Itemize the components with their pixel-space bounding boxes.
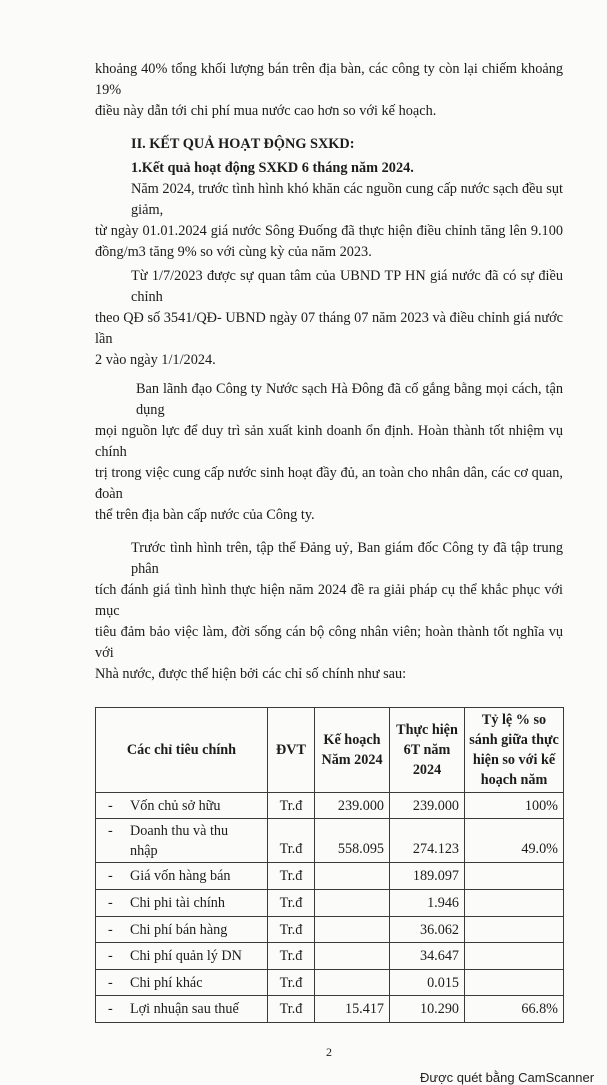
- actual-cell: 1.946: [390, 890, 465, 917]
- unit-cell: Tr.đ: [268, 819, 315, 863]
- text-line: theo QĐ số 3541/QĐ- UBND ngày 07 tháng 07 năm 2023 và điều chỉnh giá nước lần: [95, 310, 563, 347]
- indicator-name-line: Doanh thu và thu: [130, 822, 229, 839]
- indicator-cell: [96, 793, 268, 819]
- text-line: đồng/m3 tăng 9% so với cùng kỳ của năm 2023.: [95, 244, 372, 260]
- table-row: [96, 943, 564, 970]
- text-line: từ ngày 01.01.2024 giá nước Sông Đuống đã thực hiện điều chỉnh tăng lên 9.100: [95, 223, 563, 239]
- indicator-name: Lợi nhuận sau thuế: [130, 1001, 239, 1017]
- text-line: Ban lãnh đạo Công ty Nước sạch Hà Đông đã cố gắng bằng mọi cách, tận dụng: [136, 381, 563, 418]
- text-line: điều này dẫn tới chi phí mua nước cao hơn so với kế hoạch.: [95, 103, 437, 119]
- unit-cell: Tr.đ: [268, 943, 315, 970]
- bullet-dash: -: [108, 1001, 113, 1017]
- plan-cell: [315, 917, 390, 943]
- header-actual-line: 6T năm: [403, 742, 451, 758]
- text-line: Trước tình hình trên, tập thể Đảng uỷ, Ban giám đốc Công ty đã tập trung phân: [131, 540, 563, 577]
- indicator-cell: [96, 943, 268, 970]
- actual-cell: 189.097: [390, 863, 465, 890]
- intro-paragraph: [95, 59, 563, 122]
- table-row: [96, 996, 564, 1023]
- header-actual-line: Thực hiện: [396, 722, 458, 738]
- text-line: tiêu đảm bảo việc làm, đời sống cán bộ công nhân viên; hoàn thành tốt nghĩa vụ với: [95, 624, 563, 661]
- actual-cell: 0.015: [390, 970, 465, 996]
- text-line: 2 vào ngày 1/1/2024.: [95, 352, 216, 368]
- table-row: [96, 793, 564, 819]
- text-line: tích đánh giá tình hình thực hiện năm 2024 đề ra giải pháp cụ thể khắc phục với mục: [95, 582, 563, 619]
- indicator-name: Chi phí quản lý DN: [130, 948, 242, 964]
- header-ratio-line: hiện so với kế: [472, 752, 556, 768]
- text-line: Từ 1/7/2023 được sự quan tâm của UBND TP HN giá nước đã có sự điều chỉnh: [131, 268, 563, 305]
- section-heading: II. KẾT QUẢ HOẠT ĐỘNG SXKD:: [131, 136, 355, 152]
- financial-indicators-table: [95, 707, 564, 1023]
- plan-cell: 558.095: [315, 819, 390, 863]
- header-ratio: [465, 708, 564, 793]
- unit-cell: Tr.đ: [268, 917, 315, 943]
- paragraph-water-price: [95, 179, 563, 263]
- header-ratio-line: hoạch năm: [480, 772, 548, 788]
- indicator-name: Giá vốn hàng bán: [130, 868, 231, 884]
- bullet-dash: -: [108, 974, 113, 991]
- header-ratio-line: Tỷ lệ % so: [481, 712, 547, 728]
- indicator-cell: [96, 970, 268, 996]
- bullet-dash: -: [108, 868, 113, 884]
- header-unit: ĐVT: [268, 708, 315, 793]
- header-plan: [315, 708, 390, 793]
- plan-cell: 15.417: [315, 996, 390, 1023]
- indicator-cell: [96, 890, 268, 917]
- paragraph-price-adjustment: [95, 266, 563, 371]
- indicator-name: [130, 821, 260, 861]
- unit-cell: Tr.đ: [268, 970, 315, 996]
- text-line: Năm 2024, trước tình hình khó khăn các nguồn cung cấp nước sạch đều sụt giảm,: [131, 181, 563, 218]
- ratio-cell: [465, 970, 564, 996]
- ratio-cell: [465, 863, 564, 890]
- indicator-cell: [96, 996, 268, 1023]
- unit-cell: Tr.đ: [268, 793, 315, 819]
- unit-cell: Tr.đ: [268, 890, 315, 917]
- header-actual-line: 2024: [412, 762, 442, 778]
- unit-cell: Tr.đ: [268, 996, 315, 1023]
- table-header-row: [96, 708, 564, 793]
- table-row: [96, 890, 564, 917]
- actual-cell: 36.062: [390, 917, 465, 943]
- paragraph-management: [95, 379, 563, 526]
- table-row: [96, 819, 564, 863]
- actual-cell: 10.290: [390, 996, 465, 1023]
- plan-cell: [315, 863, 390, 890]
- text-line: thể trên địa bàn cấp nước của Công ty.: [95, 507, 315, 523]
- indicator-name: Vốn chủ sở hữu: [130, 797, 221, 814]
- table-row: [96, 863, 564, 890]
- table-row: [96, 970, 564, 996]
- table-row: [96, 917, 564, 943]
- indicator-cell: [96, 819, 268, 863]
- header-indicator: Các chỉ tiêu chính: [96, 708, 268, 793]
- header-ratio-line: sánh giữa thực: [469, 732, 559, 748]
- ratio-cell: 49.0%: [465, 819, 564, 863]
- page-number: 2: [326, 1045, 332, 1059]
- bullet-dash: -: [108, 895, 113, 911]
- ratio-cell: 66.8%: [465, 996, 564, 1023]
- bullet-dash: -: [108, 822, 113, 839]
- bullet-dash: -: [108, 948, 113, 964]
- unit-cell: Tr.đ: [268, 863, 315, 890]
- header-plan-line: Năm 2024: [321, 752, 383, 768]
- subsection-heading: 1.Kết quả hoạt động SXKD 6 tháng năm 2024.: [131, 160, 414, 176]
- ratio-cell: 100%: [465, 793, 564, 819]
- actual-cell: 34.647: [390, 943, 465, 970]
- indicator-cell: [96, 917, 268, 943]
- plan-cell: [315, 890, 390, 917]
- header-plan-line: Kế hoạch: [323, 732, 381, 748]
- indicator-name: Chi phí khác: [130, 974, 203, 991]
- indicator-name: Chi phi tài chính: [130, 895, 225, 911]
- indicator-name-line: nhập: [130, 842, 158, 859]
- text-line: khoảng 40% tổng khối lượng bán trên địa bàn, các công ty còn lại chiếm khoảng 19%: [95, 61, 563, 98]
- ratio-cell: [465, 917, 564, 943]
- bullet-dash: -: [108, 921, 113, 938]
- plan-cell: 239.000: [315, 793, 390, 819]
- plan-cell: [315, 943, 390, 970]
- indicator-name: Chi phí bán hàng: [130, 921, 228, 938]
- plan-cell: [315, 970, 390, 996]
- actual-cell: 239.000: [390, 793, 465, 819]
- ratio-cell: [465, 943, 564, 970]
- indicator-cell: [96, 863, 268, 890]
- text-line: Nhà nước, được thể hiện bởi các chỉ số chính như sau:: [95, 666, 407, 682]
- paragraph-evaluation: [95, 538, 563, 685]
- bullet-dash: -: [108, 797, 113, 814]
- header-actual: [390, 708, 465, 793]
- actual-cell: 274.123: [390, 819, 465, 863]
- text-line: trị trong việc cung cấp nước sinh hoạt đầy đủ, an toàn cho nhân dân, các cơ quan, đoàn: [95, 465, 563, 502]
- camscanner-watermark: Được quét bằng CamScanner: [420, 1070, 595, 1085]
- ratio-cell: [465, 890, 564, 917]
- text-line: mọi nguồn lực để duy trì sản xuất kinh doanh ổn định. Hoàn thành tốt nhiệm vụ chính: [95, 423, 563, 460]
